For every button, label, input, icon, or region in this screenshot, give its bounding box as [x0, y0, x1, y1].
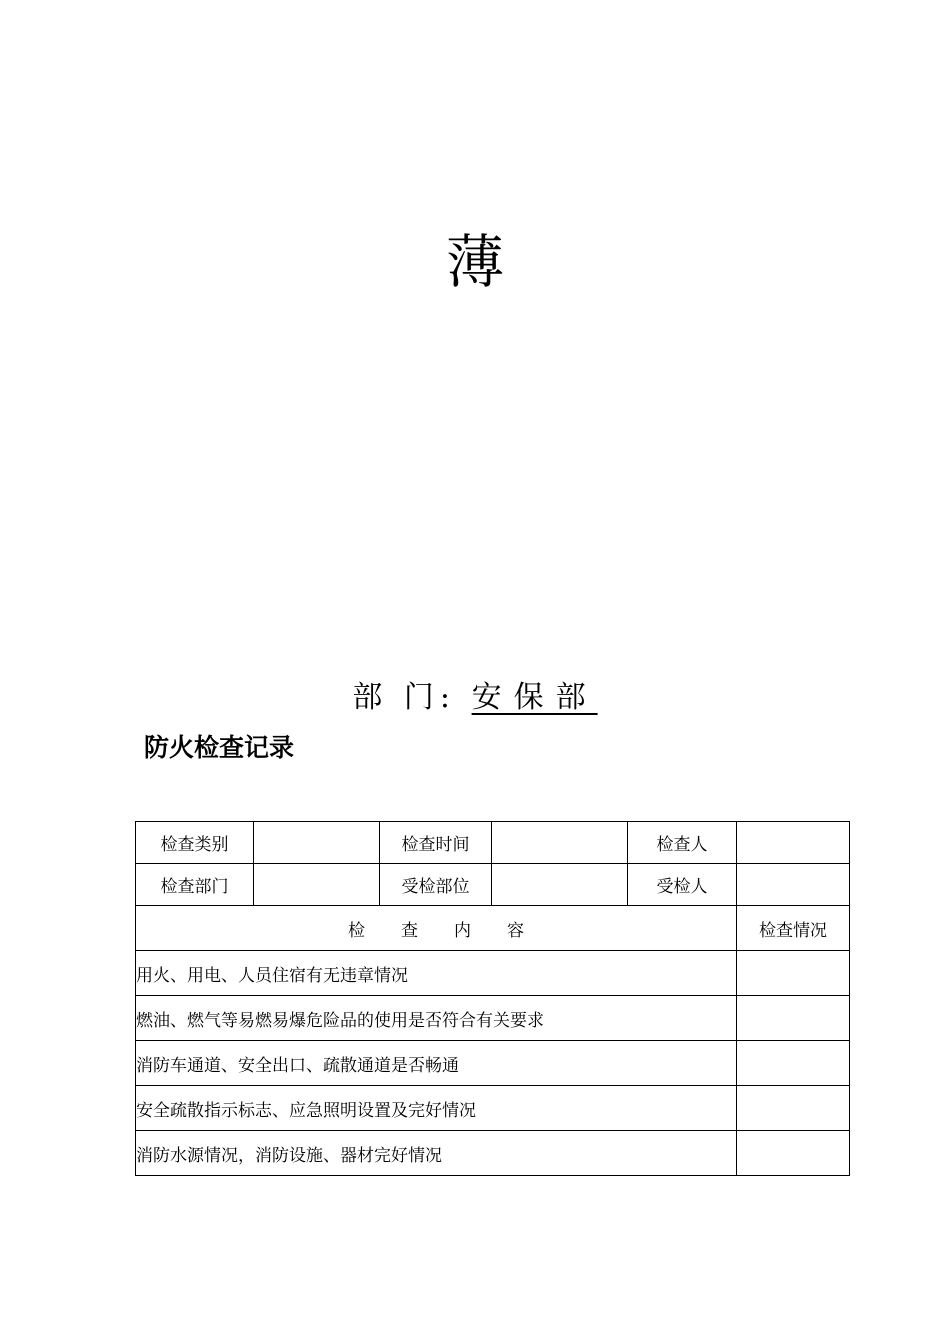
inspection-item: 消防车通道、安全出口、疏散通道是否畅通: [136, 1041, 737, 1086]
inspection-status-cell[interactable]: [737, 1041, 850, 1086]
inspection-status-cell[interactable]: [737, 1131, 850, 1176]
table-row: [136, 996, 850, 1041]
field-inspection-time[interactable]: [492, 822, 628, 864]
table-row: [136, 1086, 850, 1131]
cover-title-character: 薄: [445, 228, 504, 296]
table-row: [136, 951, 850, 996]
table-row: [136, 1041, 850, 1086]
department-value: 安保部: [471, 680, 598, 715]
table-row: [136, 822, 850, 864]
inspection-status-cell[interactable]: [737, 951, 850, 996]
label-inspection-time: 检查时间: [380, 822, 492, 864]
department-label: 部 门:: [352, 680, 457, 715]
field-inspection-category[interactable]: [254, 822, 380, 864]
inspection-item: 安全疏散指示标志、应急照明设置及完好情况: [136, 1086, 737, 1131]
field-inspection-department[interactable]: [254, 864, 380, 906]
field-inspected-person[interactable]: [737, 864, 850, 906]
inspection-status-cell[interactable]: [737, 1086, 850, 1131]
department-line: [0, 676, 950, 720]
content-header: 检查内容: [136, 906, 737, 951]
label-inspection-category: 检查类别: [136, 822, 254, 864]
table-row: [136, 864, 850, 906]
label-inspector: 检查人: [628, 822, 737, 864]
field-inspected-location[interactable]: [492, 864, 628, 906]
inspection-item: 燃油、燃气等易燃易爆危险品的使用是否符合有关要求: [136, 996, 737, 1041]
label-inspected-location: 受检部位: [380, 864, 492, 906]
table-row: [136, 906, 850, 951]
label-inspection-department: 检查部门: [136, 864, 254, 906]
record-title: 防火检查记录: [144, 733, 295, 762]
fire-inspection-table: [135, 821, 850, 1176]
label-inspected-person: 受检人: [628, 864, 737, 906]
inspection-item: 用火、用电、人员住宿有无违章情况: [136, 951, 737, 996]
field-inspector[interactable]: [737, 822, 850, 864]
table-row: [136, 1131, 850, 1176]
status-header: 检查情况: [737, 906, 850, 951]
inspection-item: 消防水源情况，消防设施、器材完好情况: [136, 1131, 737, 1176]
inspection-status-cell[interactable]: [737, 996, 850, 1041]
